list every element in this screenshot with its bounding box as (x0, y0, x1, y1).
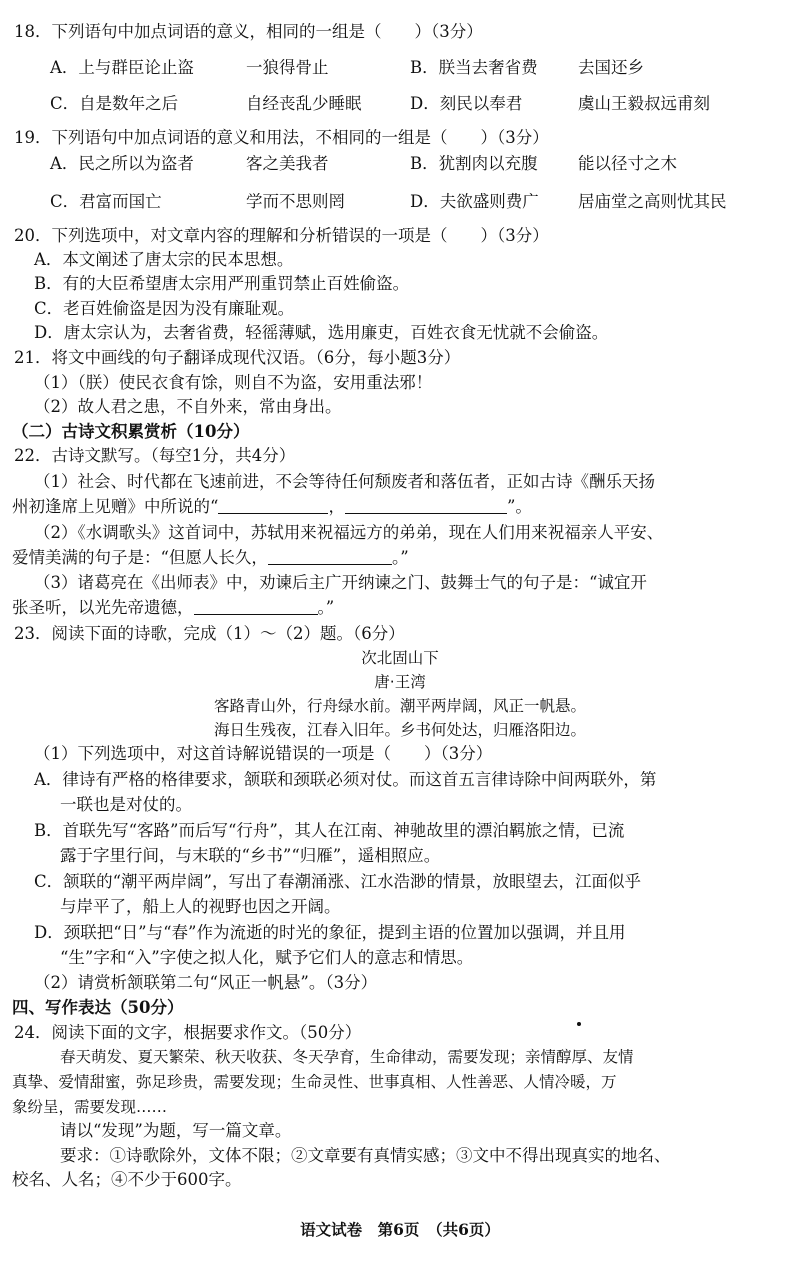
q18-b-label: B． (410, 58, 439, 77)
q18-option-a (50, 56, 194, 80)
q23-option-b-line1: B．首联先写“客路”而后写“行舟”，其人在江南、神驰故里的漂泊羁旅之情，已流 (34, 821, 625, 840)
q22-p3-line2 (12, 596, 334, 620)
q23-option-b-line2: 露于字里行间，与末联的“乡书”“归雁”，遥相照应。 (60, 846, 441, 865)
q22-p3-prefix: 张圣听，以光先帝遗德， (12, 598, 194, 617)
q19-option-a (50, 152, 194, 176)
q19-b-text1: 犹割肉以充腹 (438, 154, 538, 173)
q18-c-label: C． (50, 94, 80, 113)
q23-sub1-stem: （1）下列选项中，对这首诗解说错误的一项是（ ）（3分） (34, 744, 493, 763)
q20-option-d: D．唐太宗认为，去奢省费，轻徭薄赋，选用廉吏，百姓衣食无忧就不会偷盗。 (34, 323, 609, 342)
q22-stem: 22．古诗文默写。（每空1分，共4分） (14, 446, 296, 465)
q22-p3-suffix: 。” (317, 598, 335, 617)
q21-sentence-1: （1）（朕）使民衣食有馀，则自不为盗，安用重法邪！ (34, 373, 433, 392)
q23-option-c-line2: 与岸平了，船上人的视野也因之开阔。 (60, 897, 341, 916)
q24-material-line3: 象纷呈，需要发现…… (12, 1098, 168, 1116)
q24-material-line2: 真挚、爱情甜蜜，弥足珍贵，需要发现；生命灵性、世事真相、人性善恶、人情冷暖，万 (12, 1073, 617, 1091)
page-footer: 语文试卷 第6页 （共6页） (300, 1220, 500, 1239)
q24-stem: 24．阅读下面的文字，根据要求作文。（50分） (14, 1023, 362, 1042)
section-4-heading: 四、写作表达（50分） (12, 998, 184, 1017)
q23-option-d-line1: D．颈联把“日”与“春”作为流逝的时光的象征，提到主语的位置加以强调，并且用 (34, 923, 626, 942)
poem-author: 唐·王湾 (374, 673, 426, 691)
q19-b-label: B． (410, 154, 439, 173)
poem-title: 次北固山下 (361, 649, 439, 667)
q19-a-text1: 民之所以为盗者 (78, 154, 194, 173)
q22-p2-line2 (12, 546, 409, 570)
q19-option-c (50, 190, 162, 214)
q20-stem: 20．下列选项中，对文章内容的理解和分析错误的一项是（ ）（3分） (14, 226, 549, 245)
q23-option-c-line1: C．颔联的“潮平两岸阔”，写出了春潮涌涨、江水浩渺的情景，放眼望去，江面似乎 (34, 872, 641, 891)
q23-sub2-stem: （2）请赏析颔联第二句“风正一帆悬”。（3分） (34, 973, 378, 992)
q18-option-c (50, 92, 178, 116)
q20-option-a: A．本文阐述了唐太宗的民本思想。 (34, 250, 294, 269)
q22-blank-4[interactable] (194, 598, 318, 615)
q18-d-text1: 刻民以奉君 (439, 94, 523, 113)
q18-option-b (410, 56, 538, 80)
q19-a-label: A． (50, 154, 79, 173)
poem-line-2: 海日生残夜，江春入旧年。乡书何处达，归雁洛阳边。 (213, 721, 586, 739)
q24-requirements-line2: 校名、人名；④不少于600字。 (12, 1170, 242, 1189)
q19-b-text2: 能以径寸之木 (578, 154, 677, 173)
q18-c-text1: 自是数年之后 (79, 94, 179, 113)
q24-requirements-line1: 要求：①诗歌除外，文体不限；②文章要有真情实感；③文中不得出现真实的地名、 (60, 1146, 671, 1165)
section-2-heading: （二）古诗文积累赏析（10分） (12, 422, 250, 441)
stray-dot (577, 1022, 581, 1026)
q19-a-text2: 客之美我者 (246, 154, 329, 173)
q22-p3-line1: （3）诸葛亮在《出师表》中，劝谏后主广开纳谏之门、鼓舞士气的句子是：“诚宜开 (34, 573, 647, 592)
q19-option-d (410, 190, 539, 214)
q22-p2-suffix: 。” (391, 548, 409, 567)
q23-option-a-line1: A．律诗有严格的格律要求，颔联和颈联必须对仗。而这首五言律诗除中间两联外，第 (34, 770, 657, 789)
q22-p1-line1: （1）社会、时代都在飞速前进，不会等待任何颓废者和落伍者，正如古诗《酬乐天扬 (34, 472, 655, 491)
q18-a-label: A． (50, 58, 79, 77)
q23-option-a-line2: 一联也是对仗的。 (60, 795, 192, 814)
q18-d-text2: 虞山王毅叔远甫刻 (578, 94, 710, 113)
q19-option-b (410, 152, 538, 176)
q23-option-d-line2: “生”字和“入”字使之拟人化，赋予它们人的意志和情思。 (60, 948, 474, 967)
q20-option-c: C．老百姓偷盗是因为没有廉耻观。 (34, 299, 295, 318)
q22-p1-suffix: ”。 (506, 497, 532, 516)
q19-c-text2: 学而不思则罔 (246, 192, 345, 211)
q22-p2-prefix: 爱情美满的句子是：“但愿人长久， (12, 548, 268, 567)
q18-d-label: D． (410, 94, 440, 113)
q21-sentence-2: （2）故人君之患，不自外来，常由身出。 (34, 397, 342, 416)
q19-c-label: C． (50, 192, 80, 211)
q24-material-line1: 春天萌发、夏天繁荣、秋天收获、冬天孕育，生命律动，需要发现；亲情醇厚、友情 (60, 1048, 634, 1066)
q23-stem: 23．阅读下面的诗歌，完成（1）～（2）题。（6分） (14, 624, 405, 643)
q22-blank-1[interactable] (218, 497, 328, 514)
q22-p1-comma: ， (328, 497, 345, 516)
q18-b-text1: 朕当去奢省费 (438, 58, 538, 77)
q18-stem: 18．下列语句中加点词语的意义，相同的一组是（ ）（3分） (14, 22, 483, 41)
q22-p2-line1: （2）《水调歌头》这首词中，苏轼用来祝福远方的弟弟，现在人们用来祝福亲人平安、 (34, 523, 664, 542)
q18-a-text1: 上与群臣论止盗 (78, 58, 194, 77)
q19-d-text2: 居庙堂之高则忧其民 (578, 192, 727, 211)
q22-blank-2[interactable] (345, 497, 507, 514)
q19-d-label: D． (410, 192, 440, 211)
q18-c-text2: 自经丧乱少睡眠 (246, 94, 362, 113)
q22-p1-prefix: 州初逢席上见赠》中所说的“ (12, 497, 219, 516)
q19-c-text1: 君富而国亡 (79, 192, 162, 211)
q24-task: 请以“发现”为题，写一篇文章。 (60, 1121, 292, 1140)
q20-option-b: B．有的大臣希望唐太宗用严刑重罚禁止百姓偷盗。 (34, 274, 410, 293)
q21-stem: 21．将文中画线的句子翻译成现代汉语。（6分，每小题3分） (14, 348, 461, 367)
q19-stem: 19．下列语句中加点词语的意义和用法，不相同的一组是（ ）（3分） (14, 128, 549, 147)
q19-d-text1: 夫欲盛则费广 (439, 192, 539, 211)
q22-blank-3[interactable] (268, 548, 392, 565)
q18-option-d (410, 92, 522, 116)
q22-p1-line2 (12, 495, 532, 519)
poem-line-1: 客路青山外，行舟绿水前。潮平两岸阔，风正一帆悬。 (213, 697, 586, 715)
q18-a-text2: 一狼得骨止 (246, 58, 329, 77)
q18-b-text2: 去国还乡 (578, 58, 644, 77)
